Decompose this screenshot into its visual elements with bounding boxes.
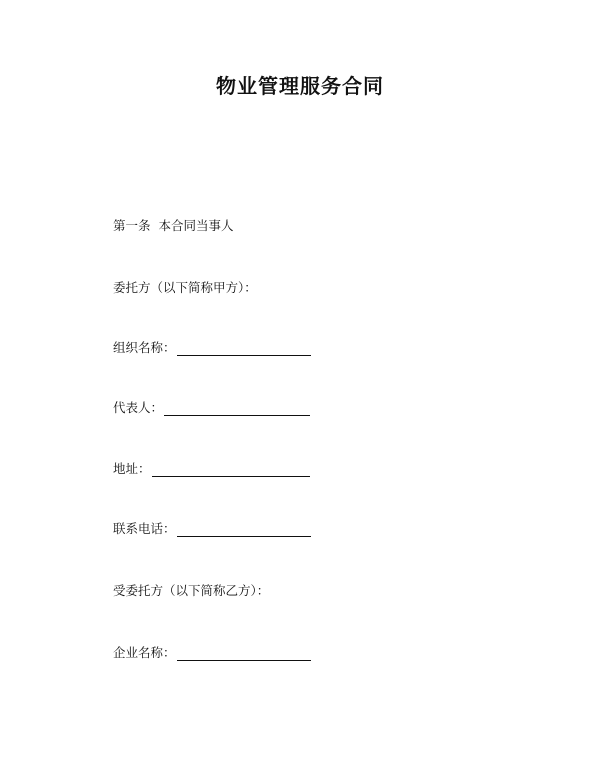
representative-blank[interactable] (164, 403, 310, 416)
phone-label: 联系电话： (113, 521, 176, 536)
client-heading (113, 280, 257, 296)
company-name-label: 企业名称： (113, 645, 176, 660)
phone-blank[interactable] (177, 524, 311, 537)
org-name-blank[interactable] (177, 343, 311, 356)
address-label: 地址： (113, 461, 151, 476)
agent-heading-text: 受委托方（以下简称乙方）： (113, 583, 270, 598)
representative-label: 代表人： (113, 400, 164, 415)
document-title: 物业管理服务合同 (216, 74, 384, 98)
company-name-row (113, 645, 311, 661)
article-1-text: 第一条 本合同当事人 (113, 218, 234, 233)
org-name-row (113, 340, 311, 356)
org-name-label: 组织名称： (113, 340, 176, 355)
representative-row (113, 400, 310, 416)
company-name-blank[interactable] (177, 648, 311, 661)
address-blank[interactable] (152, 464, 310, 477)
client-heading-text: 委托方（以下简称甲方）： (113, 280, 257, 295)
phone-row (113, 521, 311, 537)
address-row (113, 461, 310, 477)
agent-heading (113, 583, 269, 599)
article-1-heading (113, 218, 233, 234)
